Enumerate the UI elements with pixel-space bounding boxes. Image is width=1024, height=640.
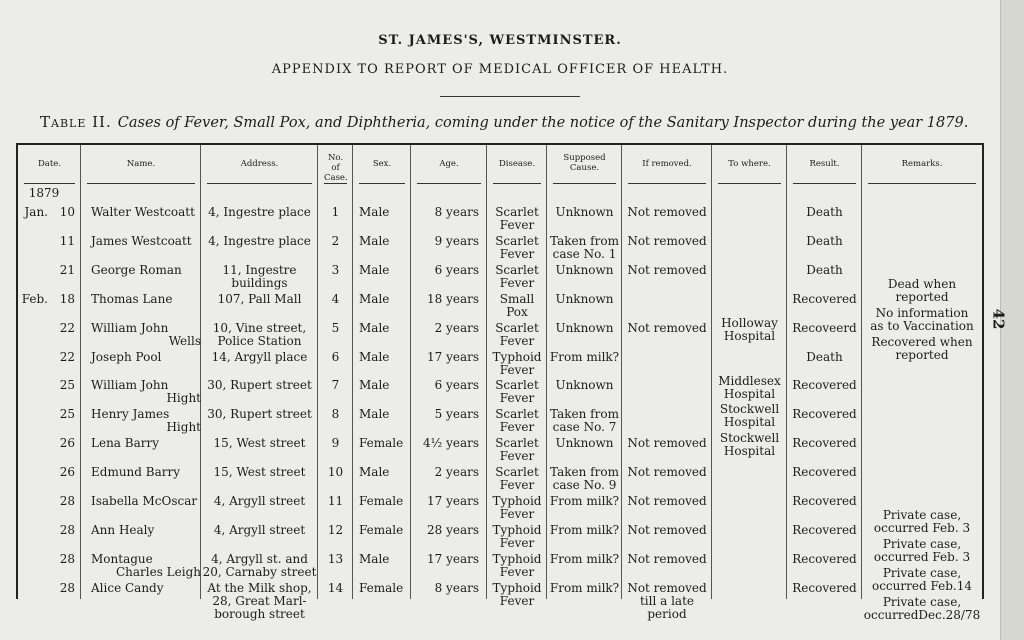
column-header: Name. — [126, 159, 156, 169]
case-number: 13 — [327, 551, 344, 566]
case-removed: Not removed — [627, 494, 707, 508]
case-disease: Fever — [499, 449, 535, 464]
case-name: Hight — [166, 391, 201, 406]
case-result: Recovered — [792, 291, 857, 306]
case-address: 20, Carnaby street — [202, 564, 317, 579]
case-remark: Private case, — [882, 536, 962, 551]
case-address: 14, Argyll place — [211, 349, 308, 364]
date-day: 22 — [59, 320, 75, 335]
case-disease: Scarlet — [495, 233, 539, 248]
case-name: Montague — [91, 551, 153, 566]
date-day: 25 — [59, 378, 75, 393]
case-cause: case No. 7 — [552, 420, 617, 435]
case-address: 4, Argyll street — [213, 522, 306, 537]
case-age: 2 years — [434, 320, 479, 335]
column-divider — [80, 145, 81, 599]
case-age: 9 years — [434, 233, 479, 248]
case-name: William John — [91, 320, 169, 335]
date-day: 21 — [59, 262, 75, 277]
date-day: 28 — [59, 580, 75, 595]
case-name: James Westcoatt — [91, 233, 192, 248]
date-day: 26 — [59, 465, 75, 480]
case-address: 107, Pall Mall — [217, 291, 302, 306]
case-remark: occurred Feb. 3 — [873, 549, 971, 564]
case-result: Recovered — [792, 465, 857, 480]
case-name: William John — [91, 378, 169, 393]
case-sex: Female — [359, 494, 404, 508]
case-number: 7 — [331, 378, 340, 393]
case-cause: From milk? — [549, 522, 620, 537]
case-disease: Fever — [499, 391, 535, 406]
case-disease: Typhoid — [492, 494, 542, 508]
case-cause: Unknown — [555, 320, 614, 335]
case-result: Death — [806, 349, 843, 364]
case-destination: Holloway — [721, 315, 778, 330]
case-disease: Scarlet — [495, 407, 539, 422]
case-result: Death — [806, 205, 843, 219]
case-result: Recovered — [792, 522, 857, 537]
case-disease: Fever — [499, 275, 535, 290]
case-cause: case No. 1 — [552, 246, 617, 261]
case-name: Wells — [168, 333, 201, 348]
case-cause: Unknown — [555, 436, 614, 451]
case-disease: Pox — [506, 304, 528, 319]
case-age: 28 years — [426, 522, 479, 537]
case-address: 15, West street — [213, 436, 306, 451]
case-result: Recovered — [792, 407, 857, 422]
table-label: Table II. — [40, 113, 112, 131]
header-underline — [793, 183, 856, 184]
case-address: 4, Ingestre place — [208, 233, 311, 248]
document-subtitle: APPENDIX TO REPORT OF MEDICAL OFFICER OF HEALTH. — [271, 62, 729, 77]
case-age: 18 years — [426, 291, 479, 306]
case-disease: Fever — [499, 535, 535, 550]
column-header: No. of Case. — [324, 153, 348, 183]
case-name: Walter Westcoatt — [91, 205, 195, 219]
case-number: 9 — [331, 436, 340, 451]
case-name: Henry James — [91, 407, 170, 422]
case-result: Recovered — [792, 436, 857, 451]
case-sex: Male — [359, 233, 390, 248]
case-remark: No information — [875, 305, 969, 320]
case-remark: Private case, — [882, 508, 962, 522]
case-destination: Middlesex — [718, 373, 781, 388]
column-header: Disease. — [498, 159, 536, 169]
case-disease: Typhoid — [492, 349, 542, 364]
case-age: 6 years — [434, 262, 479, 277]
case-number: 8 — [331, 407, 340, 422]
case-name: Isabella McOscar — [91, 494, 198, 508]
case-number: 3 — [331, 262, 340, 277]
case-cause: Taken from — [550, 233, 619, 248]
column-header: Sex. — [372, 159, 392, 169]
case-disease: Typhoid — [492, 522, 542, 537]
header-underline — [628, 183, 706, 184]
header-underline — [24, 183, 75, 184]
case-age: 8 years — [434, 580, 479, 595]
case-cause: Unknown — [555, 205, 614, 219]
case-sex: Male — [359, 378, 390, 393]
case-remark: Private case, — [882, 594, 962, 609]
case-disease: Fever — [499, 362, 535, 377]
case-age: 4½ years — [422, 436, 479, 451]
date-month: Feb. — [21, 291, 48, 306]
header-underline — [417, 183, 481, 184]
case-destination: Hospital — [723, 328, 776, 343]
case-address: 4, Ingestre place — [208, 205, 311, 219]
year-label: 1879 — [28, 186, 60, 200]
title-rule — [440, 96, 580, 97]
case-remark: reported — [895, 289, 949, 304]
case-sex: Male — [359, 320, 390, 335]
case-sex: Female — [359, 580, 404, 595]
case-name: Lena Barry — [91, 436, 159, 451]
header-underline — [324, 183, 347, 184]
header-underline — [493, 183, 541, 184]
case-disease: Scarlet — [495, 262, 539, 277]
case-sex: Male — [359, 407, 390, 422]
date-day: 28 — [59, 522, 75, 537]
header-underline — [868, 183, 976, 184]
case-result: Recoveerd — [792, 320, 857, 335]
date-day: 18 — [59, 291, 75, 306]
case-destination: Hospital — [723, 444, 776, 459]
case-removed: Not removed — [627, 465, 707, 480]
case-destination: Hospital — [723, 386, 776, 401]
table-caption-text: Cases of Fever, Small Pox, and Diphtheria, coming under the notice of the Sanitary Inspector during the year 1879. — [117, 115, 969, 131]
case-address: buildings — [231, 275, 288, 290]
case-cause: From milk? — [549, 580, 620, 595]
case-number: 11 — [327, 494, 344, 508]
case-number: 4 — [331, 291, 340, 306]
case-disease: Scarlet — [495, 465, 539, 480]
date-day: 25 — [59, 407, 75, 422]
case-address: Police Station — [217, 333, 302, 348]
case-result: Death — [806, 262, 843, 277]
case-address: 28, Great Marl- — [212, 593, 307, 608]
case-age: 6 years — [434, 378, 479, 393]
case-destination: Hospital — [723, 415, 776, 430]
case-removed: till a late — [639, 593, 695, 608]
case-disease: Fever — [499, 593, 535, 608]
case-result: Recovered — [792, 378, 857, 393]
column-header: Result. — [809, 159, 840, 169]
case-address: 4, Argyll st. and — [211, 551, 308, 566]
case-sex: Female — [359, 522, 404, 537]
case-remark: occurredDec.28/78 — [863, 607, 981, 622]
case-address: At the Milk shop, — [207, 580, 312, 595]
case-remark: Private case, — [882, 565, 962, 580]
case-age: 8 years — [434, 205, 479, 219]
case-number: 1 — [331, 205, 340, 219]
case-address: 30, Rupert street — [207, 407, 312, 422]
header-underline — [359, 183, 405, 184]
header-underline — [718, 183, 781, 184]
case-removed: Not removed — [627, 320, 707, 335]
case-name: Joseph Pool — [91, 349, 162, 364]
case-number: 14 — [327, 580, 344, 595]
case-cause: From milk? — [549, 494, 620, 508]
case-disease: Fever — [499, 507, 535, 521]
page-number: 42 — [989, 308, 1008, 330]
case-address: 4, Argyll street — [213, 494, 306, 508]
case-removed: Not removed — [627, 580, 707, 595]
case-address: borough street — [214, 606, 305, 621]
case-number: 5 — [331, 320, 340, 335]
date-day: 28 — [59, 551, 75, 566]
column-header: Remarks. — [901, 159, 943, 169]
case-sex: Male — [359, 465, 390, 480]
case-number: 10 — [327, 465, 344, 480]
case-sex: Male — [359, 551, 390, 566]
case-removed: Not removed — [627, 262, 707, 277]
date-month: Jan. — [24, 205, 48, 219]
case-remark: occurred Feb. 3 — [873, 521, 971, 535]
case-address: 30, Rupert street — [207, 378, 312, 393]
case-disease: Scarlet — [495, 378, 539, 393]
case-remark: occurred Feb.14 — [871, 578, 972, 593]
case-number: 12 — [327, 522, 344, 537]
case-disease: Fever — [499, 333, 535, 348]
case-age: 17 years — [426, 494, 479, 508]
case-removed: Not removed — [627, 205, 707, 219]
column-header: Age. — [439, 159, 459, 169]
case-age: 17 years — [426, 551, 479, 566]
case-removed: Not removed — [627, 436, 707, 451]
case-remark: Dead when — [887, 276, 957, 291]
case-destination: Stockwell — [719, 431, 780, 446]
date-day: 28 — [59, 494, 75, 508]
case-number: 6 — [331, 349, 340, 364]
case-name: Hight — [166, 420, 201, 435]
case-sex: Male — [359, 205, 390, 219]
case-name: George Roman — [91, 262, 182, 277]
case-address: 15, West street — [213, 465, 306, 480]
case-result: Recovered — [792, 494, 857, 508]
case-disease: Fever — [499, 246, 535, 261]
case-name: Charles Leigh — [115, 564, 201, 579]
header-underline — [553, 183, 616, 184]
case-cause: Unknown — [555, 262, 614, 277]
case-result: Recovered — [792, 551, 857, 566]
case-destination: Stockwell — [719, 402, 780, 417]
case-disease: Scarlet — [495, 205, 539, 219]
case-age: 2 years — [434, 465, 479, 480]
case-disease: Typhoid — [492, 551, 542, 566]
case-cause: Taken from — [550, 407, 619, 422]
case-age: 5 years — [434, 407, 479, 422]
case-result: Death — [806, 233, 843, 248]
column-header: If removed. — [642, 159, 692, 169]
column-header: To where. — [728, 159, 771, 169]
case-disease: Scarlet — [495, 436, 539, 451]
header-underline — [87, 183, 195, 184]
document-title: ST. JAMES'S, WESTMINSTER. — [378, 33, 622, 48]
date-day: 10 — [59, 205, 75, 219]
table-caption — [40, 113, 968, 131]
case-name: Alice Candy — [91, 580, 164, 595]
case-removed: Not removed — [627, 233, 707, 248]
case-sex: Female — [359, 436, 404, 451]
case-address: 10, Vine street, — [212, 320, 307, 335]
case-disease: Small — [499, 291, 535, 306]
column-header: Date. — [37, 159, 62, 169]
date-day: 22 — [59, 349, 75, 364]
column-header: Supposed Cause. — [563, 153, 606, 173]
case-disease: Fever — [499, 564, 535, 579]
case-cause: case No. 9 — [552, 478, 617, 493]
case-removed: period — [647, 606, 687, 621]
case-sex: Male — [359, 291, 390, 306]
case-cause: Unknown — [555, 291, 614, 306]
case-remark: Recovered when — [871, 334, 973, 349]
case-name: Edmund Barry — [91, 465, 180, 480]
case-removed: Not removed — [627, 522, 707, 537]
case-removed: Not removed — [627, 551, 707, 566]
case-age: 17 years — [426, 349, 479, 364]
case-disease: Scarlet — [495, 320, 539, 335]
case-remark: reported — [895, 347, 949, 362]
case-remark: as to Vaccination — [870, 318, 974, 333]
header-underline — [207, 183, 312, 184]
case-number: 2 — [331, 233, 340, 248]
case-cause: Unknown — [555, 378, 614, 393]
case-disease: Fever — [499, 420, 535, 435]
case-result: Recovered — [792, 580, 857, 595]
case-disease: Fever — [499, 218, 535, 232]
case-sex: Male — [359, 349, 390, 364]
case-name: Thomas Lane — [91, 291, 173, 306]
case-name: Ann Healy — [91, 522, 155, 537]
case-cause: Taken from — [550, 465, 619, 480]
case-disease: Typhoid — [492, 580, 542, 595]
case-cause: From milk? — [549, 551, 620, 566]
date-day: 26 — [59, 436, 75, 451]
column-header: Address. — [240, 159, 279, 169]
date-day: 11 — [59, 233, 75, 248]
case-sex: Male — [359, 262, 390, 277]
cases-table — [16, 143, 984, 622]
case-cause: From milk? — [549, 349, 620, 364]
case-address: 11, Ingestre — [222, 262, 297, 277]
case-disease: Fever — [499, 478, 535, 493]
